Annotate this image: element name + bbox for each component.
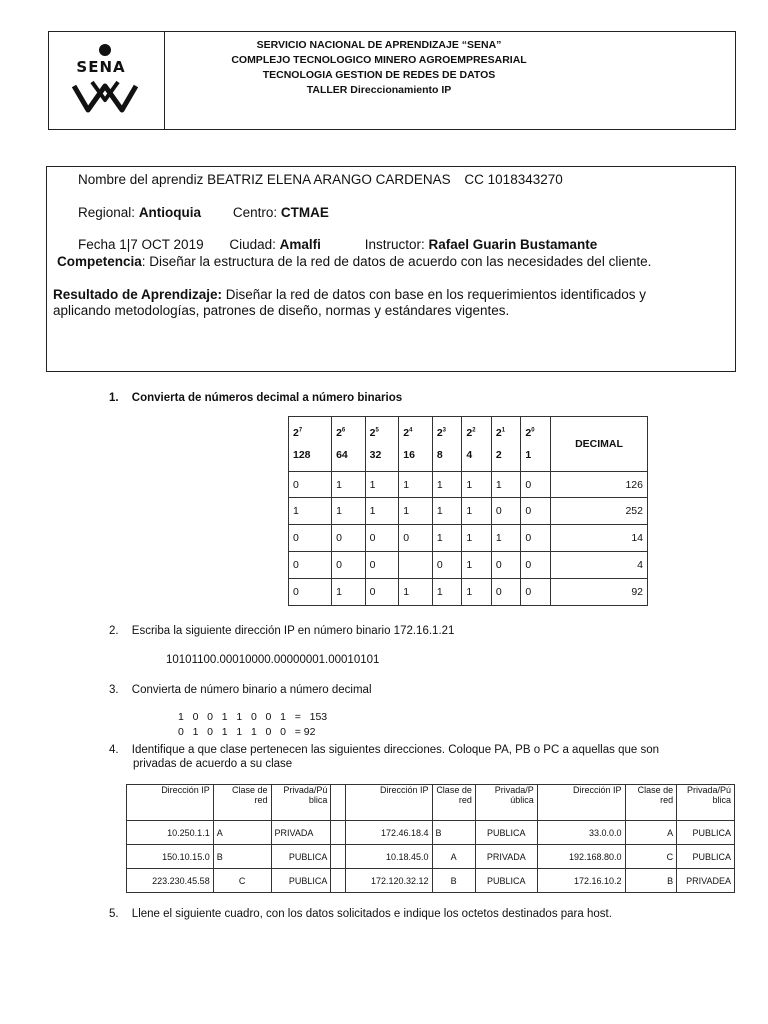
header-line-complex: COMPLEJO TECNOLOGICO MINERO AGROEMPRESARIAL bbox=[231, 54, 527, 66]
binary-table bbox=[288, 416, 648, 606]
power-exp-4: $2^3$ bbox=[436, 427, 446, 439]
ip-header-3: Dirección IP bbox=[537, 785, 625, 821]
question-4-number: 4. bbox=[109, 744, 119, 756]
ip-table-header bbox=[127, 785, 735, 821]
question-2-text: Escriba la siguiente dirección IP en número binario 172.16.1.21 bbox=[131, 625, 455, 637]
table-row: 223.230.45.58 C PUBLICA 172.120.32.12 B PUBLICA 172.16.10.2 B PRIVADEA bbox=[127, 869, 735, 893]
power-exp-7: $2^0$ bbox=[525, 427, 535, 439]
resultado-label: Resultado de Aprendizaje: bbox=[53, 287, 223, 302]
power-col-3 bbox=[399, 417, 433, 472]
private-header-2: Privada/P ública bbox=[475, 785, 537, 821]
competencia-text: : Diseñar la estructura de la red de datos de acuerdo con las necesidades del cliente. bbox=[141, 254, 652, 269]
power-col-5 bbox=[462, 417, 492, 472]
logo-text: SENA bbox=[76, 58, 126, 76]
regional-label: Regional: bbox=[78, 205, 136, 220]
question-5-text: Llene el siguiente cuadro, con los datos solicitados e indique los octetos destinados para host. bbox=[131, 908, 612, 920]
competencia-label: Competencia bbox=[57, 254, 142, 269]
question-5 bbox=[109, 908, 612, 920]
resultado-block bbox=[53, 287, 699, 319]
regional-value: Antioquia bbox=[138, 205, 202, 220]
class-header-3: Clase de red bbox=[625, 785, 677, 821]
decimal-cell: 126 bbox=[551, 472, 648, 498]
decimal-header: DECIMAL bbox=[551, 417, 648, 472]
table-row: 0 1 1 1 1 1 1 0 126 bbox=[289, 472, 648, 498]
resultado-text-1: Diseñar la red de datos con base en los requerimientos identificados y bbox=[222, 287, 647, 302]
header-title-block bbox=[170, 38, 588, 98]
ip-class-table bbox=[126, 784, 735, 893]
ciudad-label: Ciudad: bbox=[229, 237, 276, 252]
question-3-text: Convierta de número binario a número decimal bbox=[131, 684, 372, 696]
power-col-4 bbox=[432, 417, 462, 472]
table-row: 0 0 0 0 1 0 0 4 bbox=[289, 552, 648, 579]
date-value: Fecha 1|7 OCT 2019 bbox=[78, 237, 204, 252]
power-exp-5: $2^2$ bbox=[466, 427, 476, 439]
class-header-1: Clase de red bbox=[213, 785, 271, 821]
power-exp-6: $2^1$ bbox=[495, 427, 506, 439]
ciudad-value: Amalfi bbox=[279, 237, 321, 252]
question-3-answer-1: 1 0 0 1 1 0 0 1 = 153 bbox=[178, 711, 328, 723]
header-line-institution: SERVICIO NACIONAL DE APRENDIZAJE “SENA” bbox=[256, 39, 502, 51]
question-3-number: 3. bbox=[109, 684, 119, 696]
table-row: 0 1 0 1 1 1 0 0 92 bbox=[289, 579, 648, 606]
power-exp-3: $2^4$ bbox=[403, 427, 413, 439]
power-exp-1: $2^6$ bbox=[336, 427, 346, 439]
header-line-program: TECNOLOGIA GESTION DE REDES DE DATOS bbox=[262, 69, 496, 81]
power-col-7 bbox=[521, 417, 551, 472]
instructor-label: Instructor: bbox=[364, 237, 425, 252]
power-value-4: 8 bbox=[436, 449, 443, 461]
table-row: 0 0 0 0 1 1 1 0 14 bbox=[289, 525, 648, 552]
ip-header-2: Dirección IP bbox=[345, 785, 432, 821]
student-name-value: BEATRIZ ELENA ARANGO CARDENAS bbox=[207, 172, 451, 187]
question-1 bbox=[109, 392, 402, 404]
power-value-3: 16 bbox=[403, 449, 415, 461]
question-3 bbox=[109, 684, 372, 696]
question-4 bbox=[109, 744, 659, 756]
question-5-number: 5. bbox=[109, 908, 119, 920]
student-name-label: Nombre del aprendiz bbox=[78, 172, 204, 187]
student-name-line bbox=[78, 172, 563, 188]
power-value-7: 1 bbox=[525, 449, 532, 461]
table-row: 10.250.1.1 A PRIVADA 172.46.18.4 B PUBLICA 33.0.0.0 A PUBLICA bbox=[127, 821, 735, 845]
power-value-5: 4 bbox=[466, 449, 473, 461]
question-4-text-2: privadas de acuerdo a su clase bbox=[133, 758, 293, 770]
decimal-cell: 252 bbox=[551, 498, 648, 525]
decimal-cell: 4 bbox=[551, 552, 648, 579]
header-divider bbox=[164, 31, 165, 130]
question-2-number: 2. bbox=[109, 625, 119, 637]
regional-line bbox=[78, 205, 329, 221]
table-row: 150.10.15.0 B PUBLICA 10.18.45.0 A PRIVADA 192.168.80.0 C PUBLICA bbox=[127, 845, 735, 869]
centro-value: CTMAE bbox=[280, 205, 329, 220]
ip-header-1: Dirección IP bbox=[127, 785, 214, 821]
private-header-1: Privada/Pú blica bbox=[271, 785, 331, 821]
power-exp-0: $2^7$ bbox=[293, 427, 303, 439]
table-row: 1 1 1 1 1 1 0 0 252 bbox=[289, 498, 648, 525]
student-id: CC 1018343270 bbox=[464, 172, 563, 187]
question-1-number: 1. bbox=[109, 392, 119, 404]
class-header-2: Clase de red bbox=[432, 785, 475, 821]
resultado-text-2: aplicando metodologías, patrones de diseño, normas y estándares vigentes. bbox=[53, 303, 510, 318]
private-header-3: Privada/Pú blica bbox=[677, 785, 735, 821]
question-2 bbox=[109, 625, 454, 637]
decimal-cell: 92 bbox=[551, 579, 648, 606]
binary-table-header bbox=[289, 417, 648, 472]
power-col-6 bbox=[491, 417, 521, 472]
competencia-line bbox=[57, 254, 651, 270]
power-col-1 bbox=[332, 417, 366, 472]
header-line-workshop: TALLER Direccionamiento IP bbox=[306, 84, 452, 96]
question-2-answer: 10101100.00010000.00000001.00010101 bbox=[166, 654, 380, 666]
power-exp-2: $2^5$ bbox=[369, 427, 379, 439]
sena-logo bbox=[60, 42, 150, 118]
power-value-0: 128 bbox=[293, 449, 311, 461]
power-value-6: 2 bbox=[495, 449, 502, 461]
question-1-text: Convierta de números decimal a número binarios bbox=[131, 392, 403, 404]
date-line bbox=[78, 237, 597, 253]
centro-label: Centro: bbox=[232, 205, 278, 220]
power-col-0 bbox=[289, 417, 332, 472]
power-col-2 bbox=[365, 417, 399, 472]
instructor-value: Rafael Guarin Bustamante bbox=[428, 237, 598, 252]
question-4-text-1: Identifique a que clase pertenecen las siguientes direcciones. Coloque PA, PB o PC a aquellas que son bbox=[131, 744, 660, 756]
power-value-2: 32 bbox=[369, 449, 382, 461]
power-value-1: 64 bbox=[336, 449, 348, 461]
decimal-cell: 14 bbox=[551, 525, 648, 552]
question-3-answer-2: 0 1 0 1 1 1 0 0 = 92 bbox=[178, 726, 316, 738]
